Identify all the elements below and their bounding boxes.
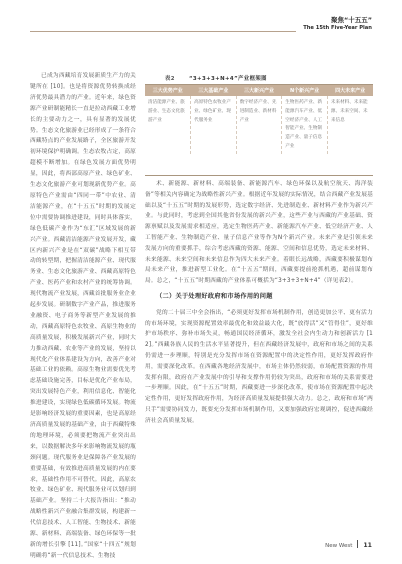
page-number: 11 (363, 542, 372, 549)
header-title-en: The 15th Five-Year Plan (303, 25, 372, 31)
industry-framework-table (145, 85, 373, 154)
table-caption: 表2 (165, 76, 175, 82)
right-intro-paragraph: 术、新能源、新材料、高端装备、新能源汽车、绿色环保以及航空航天、海洋装备”等相关内容确定为战略性新兴产业。根据近年发展的实际情况，结合西藏产业发展基础以及“十五五”时期的发展形势，选定数字经济、先进制造业、新材料产业作为新兴产业。与此同时，考虑到全国其他省份发展的新兴产业，这些产业与西藏的产业基础、资源禀赋以及发展需求相适应，选定生物医药产业、新能源汽车产业、低空经济产业、人工智能产业、生物制造产业、量子信息产业等作为N个新兴产业。未来产业是引领未来发展方向的重要抓手，综合考虑西藏的资源、能源、空间和信息优势，选定未来材料、未来能源、未来空间和未来信息作为四大未来产业。着眼长远战略，西藏要积极谋划布局未来产业，推进新型工业化。在“十五五”期间，西藏要提前抢抓机遇，超前谋划布局。总之，“十五五”时期西藏的产业体系可概括为“3+3+3+N+4”（详见表2）。 (145, 181, 373, 285)
table-cell: 高原特色农牧业产业、绿色矿业、现代服务业 (191, 96, 237, 154)
page-footer (325, 540, 372, 549)
section-heading: （二）关于处理好政府和市场作用的问题 (156, 292, 273, 300)
table-cell: 未来材料、未来能源、未来空间、未来信息 (330, 100, 368, 123)
section-paragraph: 党的二十届三中全会指出，“必须更好发挥市场机制作用，创造更加公平、更有活力的市场环境，实现资源配置效率最优化和效益最大化，既“放得活”又“管得住”，更好维护市场秩序、弥补市场失灵，畅通国民经济循环，激发全社会内生动力和创新活力 [12]。”西藏各族人民的生活水平显著提升，但在西藏经济发展中，政府和市场之间的关系仍需进一步理顺，特别是充分发挥市场在资源配置中的决定性作用，更好发挥政府作用，需要深化改革。在西藏各地经济发展中，市场主体仍然较弱，市场配置资源的作用发挥有限，政府在产业发展中的引导和支撑作用仍较为突出，政府和市场的关系需要进一步理顺。因此，在“十五五”时期，西藏要进一步深化改革，使市场在资源配置中起决定性作用，更好发挥政府作用，为经济高质量发展提供强大动力。总之，政府和市场“两只手”需要协同发力，既要充分发挥市场机制作用，又要加强政府宏观调控，促进西藏经济社会高质量发展。 (145, 309, 373, 424)
header-rule (30, 31, 296, 32)
footer-magazine-name: New West (325, 543, 353, 549)
left-column-text (30, 71, 136, 562)
table-cell: 清洁能源产业、旅游业、生态文化旅游产业 (145, 96, 191, 154)
header-title-cn: 聚焦“十五五” (330, 16, 372, 24)
table-cell: 数字经济产业、先进制造业、新材料产业 (236, 96, 282, 154)
table-header-cell: 三大优势产业 (145, 85, 191, 96)
table-header-row (145, 85, 373, 96)
table-cell: 生物医药产业、新能源汽车产业、低空经济产业、人工智能产业、生物制造产业、量子信息产业 (282, 96, 328, 154)
table-title (145, 74, 373, 82)
table-header-cell: 三大基础产业 (191, 85, 237, 96)
running-header (303, 16, 372, 32)
right-column-text (145, 179, 373, 427)
table-title-text: “3+3+3+N+4”产业框架图 (188, 76, 267, 82)
left-paragraph: 已成为西藏培育发展新质生产力的关键所在 [10]。也是将资源优势转换成经济优势最具潜力的产业。近年来，绿色资源产业研制能精长一直是拉动西藏工业增长的主要动力之一，具有显著的发展优势。生态文化旅游业已经形成了一条符合西藏特点的产业发展路子，全区旅游开发初环境保护明确调。生态农牧占定，高原超模不断增加。在绿色发展方面优势明显，因此，将西部高原产业、绿色矿业、生态文化旅游产业可划现新优势产业。高原特色产业需由“四同一带”中农业、清洁能源产业，在“十五五”时期的发展定位中需要协调推进建设，同时具体落实，绿色低碳产业作为“东汇”区域发展的新兴产业。西藏清洁能源产业发展开发，藏区内新兴产业是在“双碳”战略下相互带动的转型期，把握清洁能源产业、现代服务业、生态文化旅游产业、西藏高原特色产业、医药产业和农村产业的统筹协调。现代物流产业发展，西藏首批服务业企业起步发展。研制数字产业产品，推进服务业融资、电子商务等新型产业发展的推动，西藏高原特色农牧业、高原生物业的高质量发展，积极发展新兴产业，同时大力推动西藏、农业等产业的发展，坚持以现代化产业体系建设为方向，改善产业对基础工业的依赖。高原生物业需要优先考虑基础设施完善，目标是优化产业布局，突出发展特色产业，利用信息化、智能化推进建设，实现绿色低碳循环发展。物流是影响经济发展的重要因素，也是高原经济高质量发展的基础产业，由于西藏特殊的地理环境，必须要把物流产业突出出来，以数据解决多年来影响物流发展的瓶颈问题。现代服务业是保障各产业发展的重要基础，有效推进高质量发展的内在要求，基础性作用不可替代。因此，高原农牧业、绿色矿业、现代服务业可以划归到基础产业。坚持二十大报告指出：“推动战略性新兴产业融合集群发展，构建新一代信息技术、人工智能、生物技术、新能源、新材料、高端装备、绿色环保等一批新的增长引擎 [11]。”国家“十四五”规划明确将“新一代信息技术、生物技 (30, 73, 136, 559)
table-header-cell: 四大未来产业 (327, 85, 373, 96)
table-bottom-rule (145, 175, 373, 176)
table-header-cell: N个新兴产业 (282, 85, 328, 96)
table-header-cell: 三大新兴产业 (236, 85, 282, 96)
footer-separator (357, 540, 358, 548)
table-row (145, 96, 373, 154)
